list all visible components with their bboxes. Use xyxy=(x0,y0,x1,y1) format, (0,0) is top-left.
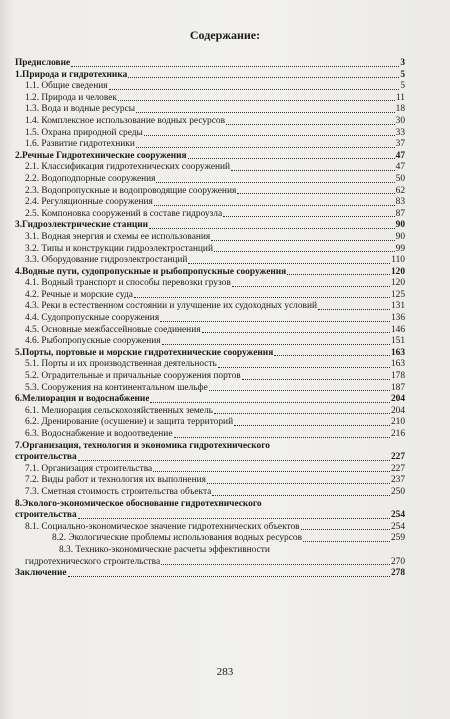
toc-entry-title: 2.4. Регуляционные сооружения xyxy=(25,197,153,208)
toc-entry xyxy=(15,475,405,487)
toc-entry-page: 3 xyxy=(400,58,405,68)
toc-entry-title: 8.Эколого-экономическое обоснование гидротехнического xyxy=(15,498,262,509)
toc-entry-page: 11 xyxy=(395,92,405,103)
dot-leader xyxy=(318,309,390,310)
toc-entry xyxy=(15,220,405,232)
toc-entry-page: 254 xyxy=(390,521,405,532)
toc-entry-page: 131 xyxy=(390,301,405,312)
toc-entry xyxy=(15,429,405,441)
toc-entry-title: 2.1. Классификация гидротехнических сооружений xyxy=(25,162,231,173)
toc-entry xyxy=(15,359,405,371)
toc-entry-title: 4.6. Рыбопропускные сооружения xyxy=(25,336,161,347)
toc-entry xyxy=(15,197,405,209)
toc-entry xyxy=(15,139,405,151)
toc-entry-title: 7.3. Сметная стоимость строительства объекта xyxy=(25,486,212,497)
dot-leader xyxy=(211,240,394,241)
dot-leader xyxy=(149,228,395,229)
toc-entry-page: 33 xyxy=(395,127,405,138)
dot-leader xyxy=(174,437,390,438)
dot-leader xyxy=(242,379,390,380)
toc-entry-title: 1.1. Общие сведения xyxy=(25,81,108,92)
dot-leader xyxy=(162,344,390,345)
dot-leader xyxy=(303,541,390,542)
toc-entry xyxy=(15,232,405,244)
toc-entry-title: 1.6. Развитие гидротехники xyxy=(25,139,135,150)
toc-entry xyxy=(15,452,405,464)
toc-entry-title: Предисловие xyxy=(15,58,71,68)
page-number: 283 xyxy=(216,666,234,678)
toc-entry-title: 3.1. Водная энергия и схемы ее использования xyxy=(25,231,211,242)
dot-leader xyxy=(71,66,399,67)
dot-leader xyxy=(214,251,395,252)
toc-entry xyxy=(15,510,405,522)
toc-entry-page: 136 xyxy=(390,313,405,324)
toc-entry-page: 270 xyxy=(390,556,405,567)
toc-entry-page: 90 xyxy=(395,231,405,242)
toc-entry xyxy=(15,464,405,476)
toc-entry-page: 204 xyxy=(390,405,405,416)
toc-entry-title: 5.1. Порты и их производственная деятельность xyxy=(25,359,217,370)
page-title: Содержание: xyxy=(189,28,261,42)
toc-entry-page: 62 xyxy=(395,185,405,196)
dot-leader xyxy=(234,425,390,426)
toc-entry xyxy=(15,128,405,140)
dot-leader xyxy=(207,483,390,484)
toc-entry-title: строительства xyxy=(15,510,77,521)
toc-entry-title: 6.3. Водоснабжение и водоотведение xyxy=(25,429,173,439)
toc-entry-title: 5.3. Сооружения на континентальном шельфе xyxy=(25,382,208,393)
dot-leader xyxy=(218,367,390,368)
dot-leader xyxy=(144,135,395,136)
dot-leader xyxy=(150,402,389,403)
toc-entry xyxy=(15,441,405,453)
toc-entry xyxy=(15,162,405,174)
toc-entry xyxy=(15,557,405,569)
toc-entry-title: 8.2. Экологические проблемы использования водных ресурсов xyxy=(52,533,303,544)
toc-entry xyxy=(15,70,405,82)
toc-entry-page: 99 xyxy=(395,243,405,254)
dot-leader xyxy=(118,100,395,101)
toc-entry-page: 125 xyxy=(390,289,405,300)
toc-entry-page: 254 xyxy=(390,510,405,521)
toc-entry-page: 151 xyxy=(390,336,405,347)
toc-entry xyxy=(15,371,405,383)
toc-entry-page: 87 xyxy=(395,208,405,219)
dot-leader xyxy=(136,112,395,113)
toc-entry-page: 18 xyxy=(395,104,405,115)
toc-entry xyxy=(15,81,405,93)
toc-entry-page: 30 xyxy=(395,115,405,126)
toc-entry-title: гидротехнического строительства xyxy=(25,556,161,567)
toc-entry-page: 120 xyxy=(390,278,405,289)
dot-leader xyxy=(78,460,390,461)
toc-entry-title: 4.4. Судопропускные сооружения xyxy=(25,313,160,324)
toc-entry-title: 2.3. Водопропускные и водопроводящие сооружения xyxy=(25,185,237,196)
toc-entry-title: строительства xyxy=(15,452,77,463)
toc-entry-title: 8.3. Технико-экономические расчеты эффективности xyxy=(59,544,270,555)
toc-entry-page: 146 xyxy=(390,324,405,335)
dot-leader xyxy=(214,413,390,414)
table-of-contents xyxy=(15,58,405,580)
toc-entry-title: 5.2. Оградительные и причальные сооружения портов xyxy=(25,371,241,382)
toc-entry-page: 5 xyxy=(400,81,405,92)
toc-entry xyxy=(15,417,405,429)
toc-entry xyxy=(15,348,405,360)
toc-entry xyxy=(15,151,405,163)
toc-entry-title: 6.Мелиорация и водоснабжение xyxy=(15,394,150,405)
toc-entry-title: 4.1. Водный транспорт и способы перевозки грузов xyxy=(25,278,231,289)
toc-entry-page: 83 xyxy=(395,197,405,208)
dot-leader xyxy=(136,147,395,148)
dot-leader xyxy=(223,216,395,217)
toc-entry-title: 3.2. Типы и конструкции гидроэлектростанций xyxy=(25,243,213,254)
toc-entry-title: 7.Организация, технология и экономика гидротехнического xyxy=(15,440,270,451)
dot-leader xyxy=(188,158,395,159)
toc-entry xyxy=(15,301,405,313)
toc-entry-title: 3.3. Оборудование гидроэлектростанций xyxy=(25,255,188,266)
dot-leader xyxy=(161,564,390,565)
toc-entry xyxy=(15,313,405,325)
toc-entry-title: 6.2. Дренирование (осушение) и защита территорий xyxy=(25,417,234,428)
toc-entry xyxy=(15,267,405,279)
toc-entry xyxy=(15,383,405,395)
toc-entry-title: 3.Гидроэлектрические станции xyxy=(15,220,149,231)
toc-entry-title: 2.2. Водоподпорные сооружения xyxy=(25,173,156,184)
dot-leader xyxy=(156,182,394,183)
toc-entry-page: 90 xyxy=(395,220,405,231)
toc-entry-title: 1.3. Вода и водные ресурсы xyxy=(25,104,136,115)
toc-entry xyxy=(15,186,405,198)
toc-entry xyxy=(15,545,405,557)
toc-entry-title: 7.1. Организация строительства xyxy=(25,463,153,474)
toc-entry-title: 6.1. Мелиорация сельскохозяйственных земель xyxy=(25,405,213,416)
toc-entry xyxy=(15,406,405,418)
toc-entry-title: 2.Речные Гидротехнические сооружения xyxy=(15,150,187,161)
toc-entry-page: 110 xyxy=(391,255,405,266)
toc-entry-page: 47 xyxy=(395,162,405,173)
toc-entry xyxy=(15,278,405,290)
dot-leader xyxy=(109,89,400,90)
toc-entry-page: 250 xyxy=(390,486,405,497)
dot-leader xyxy=(226,124,395,125)
dot-leader xyxy=(78,518,390,519)
dot-leader xyxy=(202,332,390,333)
toc-entry-title: 7.2. Виды работ и технология их выполнения xyxy=(25,475,206,486)
toc-entry xyxy=(15,487,405,499)
toc-entry-page: 37 xyxy=(395,139,405,150)
toc-entry xyxy=(15,244,405,256)
toc-entry xyxy=(15,533,405,545)
toc-entry-title: 4.2. Речные и морские суда xyxy=(25,289,133,300)
toc-entry-page: 163 xyxy=(390,359,405,370)
toc-entry-title: Заключение xyxy=(15,568,67,579)
toc-entry xyxy=(15,255,405,267)
toc-entry xyxy=(15,174,405,186)
toc-entry-title: 8.1. Социально-экономическое значение гидротехнических объектов xyxy=(25,521,300,532)
toc-entry-page: 227 xyxy=(390,452,405,463)
toc-entry-title: 1.2. Природа и человек xyxy=(25,92,117,103)
toc-entry-page: 278 xyxy=(390,568,405,579)
dot-leader xyxy=(274,355,390,356)
dot-leader xyxy=(301,529,390,530)
toc-entry xyxy=(15,290,405,302)
dot-leader xyxy=(237,193,394,194)
dot-leader xyxy=(188,263,390,264)
dot-leader xyxy=(154,205,395,206)
dot-leader xyxy=(160,321,390,322)
toc-entry xyxy=(15,116,405,128)
toc-entry xyxy=(15,394,405,406)
toc-entry xyxy=(15,104,405,116)
toc-entry-page: 163 xyxy=(390,347,405,358)
toc-entry-page: 5 xyxy=(400,69,405,80)
toc-entry xyxy=(15,93,405,105)
dot-leader xyxy=(153,471,390,472)
dot-leader xyxy=(128,77,399,78)
toc-entry-page: 47 xyxy=(395,150,405,161)
toc-entry xyxy=(15,568,405,580)
toc-entry-page: 227 xyxy=(390,463,405,474)
toc-entry-page: 210 xyxy=(390,417,405,428)
dot-leader xyxy=(287,274,390,275)
toc-entry-page: 50 xyxy=(395,173,405,184)
toc-entry-page: 178 xyxy=(390,371,405,382)
toc-entry-title: 1.Природа и гидротехника xyxy=(15,69,128,80)
toc-entry-title: 2.5. Компоновка сооружений в составе гидроузла xyxy=(25,208,223,219)
toc-entry-page: 237 xyxy=(390,475,405,486)
toc-entry-page: 120 xyxy=(390,266,405,277)
toc-entry-page: 187 xyxy=(390,382,405,393)
dot-leader xyxy=(212,495,390,496)
toc-entry xyxy=(15,499,405,511)
toc-entry xyxy=(15,325,405,337)
toc-entry xyxy=(15,209,405,221)
toc-entry-title: 4.Водные пути, судопропускные и рыбопропускные сооружения xyxy=(15,266,287,277)
toc-entry xyxy=(15,522,405,534)
dot-leader xyxy=(68,576,390,577)
toc-entry-title: 1.5. Охрана природной среды xyxy=(25,127,143,138)
dot-leader xyxy=(134,297,390,298)
toc-entry-page: 216 xyxy=(390,429,405,439)
dot-leader xyxy=(231,170,395,171)
toc-entry-title: 4.5. Основные межбассейновые соединения xyxy=(25,324,201,335)
toc-entry xyxy=(15,336,405,348)
toc-entry-page: 204 xyxy=(390,394,405,405)
toc-entry-page: 259 xyxy=(390,533,405,544)
toc-entry-title: 1.4. Комплексное использование водных ресурсов xyxy=(25,115,226,126)
toc-entry-title: 4.3. Реки в естественном состоянии и улучшение их судоходных условий xyxy=(25,301,318,312)
toc-entry xyxy=(15,58,405,70)
toc-entry-title: 5.Порты, портовые и морские гидротехнические сооружения xyxy=(15,347,274,358)
dot-leader xyxy=(209,390,390,391)
dot-leader xyxy=(232,286,390,287)
